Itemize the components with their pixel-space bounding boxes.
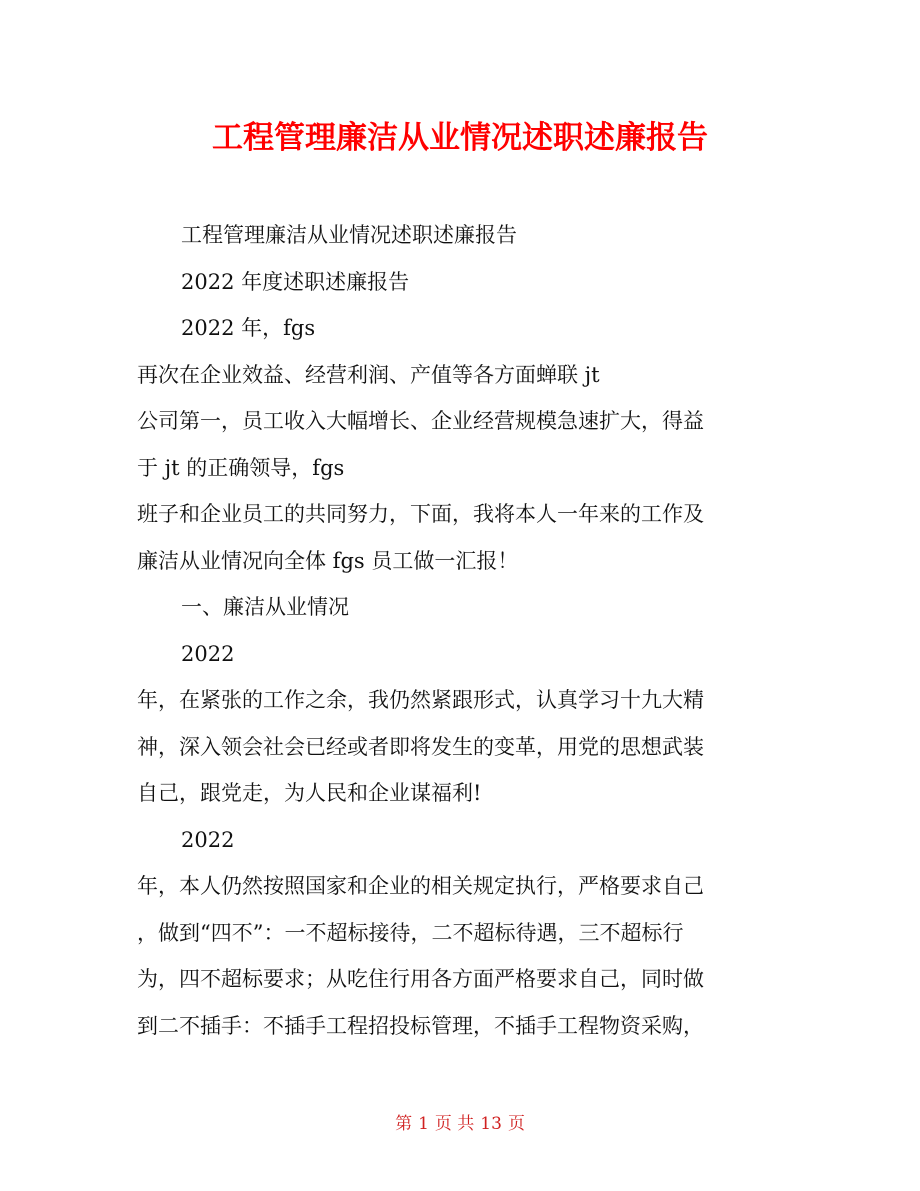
page-label-prefix: 第 xyxy=(395,1114,413,1134)
current-page-number: 1 xyxy=(418,1114,429,1134)
body-line: ，做到“四不”：一不超标接待，二不超标待遇，三不超标行 xyxy=(137,920,684,945)
page-label-suffix: 页 xyxy=(507,1114,525,1134)
body-line: 为，四不超标要求；从吃住行用各方面严格要求自己，同时做 xyxy=(137,967,704,991)
document-body xyxy=(137,212,789,1049)
body-line: 于 jt 的正确领导，fgs xyxy=(137,455,345,480)
body-line: 年，本人仍然按照国家和企业的相关规定执行，严格要求自己 xyxy=(137,874,704,898)
body-line: 2022 xyxy=(181,827,235,852)
document-title: 工程管理廉洁从业情况述职述廉报告 xyxy=(212,120,708,156)
body-line: 年，在紧张的工作之余，我仍然紧跟形式，认真学习十九大精 xyxy=(137,688,704,712)
body-line: 神，深入领会社会已经或者即将发生的变革，用党的思想武装 xyxy=(137,734,704,759)
section-heading: 一、廉洁从业情况 xyxy=(181,595,349,619)
body-line: 2022 年，fgs xyxy=(181,316,316,340)
body-line: 自己，跟党走，为人民和企业谋福利! xyxy=(137,781,482,805)
body-line: 到二不插手：不插手工程招投标管理，不插手工程物资采购， xyxy=(137,1013,704,1038)
body-line: 再次在企业效益、经营利润、产值等各方面蝉联 jt xyxy=(137,362,600,387)
page-label-mid: 页 共 xyxy=(434,1114,475,1134)
body-line: 2022 xyxy=(181,641,235,666)
body-line: 公司第一，员工收入大幅增长、企业经营规模急速扩大，得益 xyxy=(137,409,704,433)
total-pages-number: 13 xyxy=(480,1114,502,1134)
body-line: 班子和企业员工的共同努力，下面，我将本人一年来的工作及 xyxy=(137,502,704,526)
body-line: 工程管理廉洁从业情况述职述廉报告 xyxy=(181,223,517,247)
body-line: 2022 年度述职述廉报告 xyxy=(181,269,410,294)
page-footer xyxy=(0,1112,920,1136)
body-line: 廉洁从业情况向全体 fgs 员工做一汇报！ xyxy=(137,548,519,573)
